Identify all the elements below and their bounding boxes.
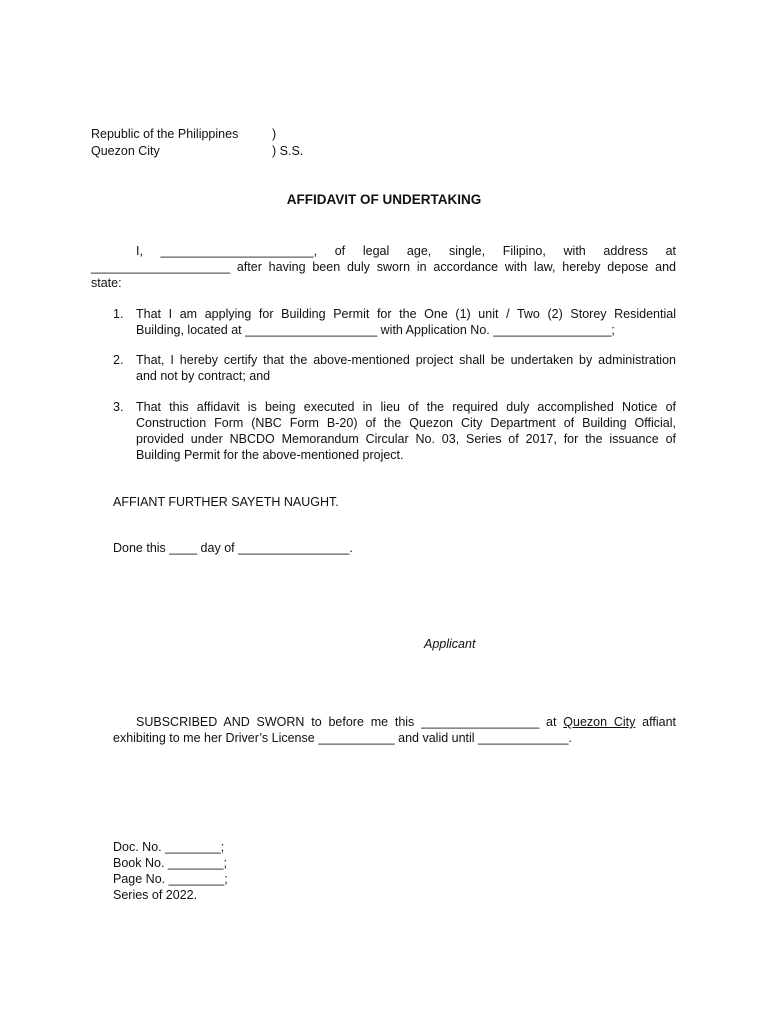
item-3-line-2: Construction Form (NBC Form B-20) of the Quezon City Department of Building Official, bbox=[136, 416, 676, 430]
item-3-line-1: That this affidavit is being executed in lieu of the required duly accomplished Notice of bbox=[136, 400, 676, 414]
intro-line-2: ____________________ after having been duly sworn in accordance with law, hereby depose and bbox=[91, 260, 676, 274]
item-3-line-4: Building Permit for the above-mentioned project. bbox=[136, 448, 404, 462]
venue-country: Republic of the Philippines bbox=[91, 127, 239, 141]
intro-line-3: state: bbox=[91, 276, 122, 290]
item-3-number: 3. bbox=[113, 400, 124, 414]
item-3-line-3: provided under NBCDO Memorandum Circular No. 03, Series of 2017, for the issuance of bbox=[136, 432, 676, 446]
item-2-number: 2. bbox=[113, 353, 124, 367]
venue-city: Quezon City bbox=[91, 144, 160, 158]
series-year: Series of 2022. bbox=[113, 888, 198, 902]
venue-ss: ) S.S. bbox=[272, 144, 304, 158]
doc-no: Doc. No. ________; bbox=[113, 840, 225, 854]
jurat-place: Quezon City bbox=[563, 715, 636, 729]
jurat-text-a: SUBSCRIBED AND SWORN to before me this _________________ at bbox=[136, 715, 564, 729]
item-2-line-1: That, I hereby certify that the above-mentioned project shall be undertaken by administration bbox=[136, 353, 676, 367]
item-2-line-2: and not by contract; and bbox=[136, 369, 271, 383]
item-1-line-1: That I am applying for Building Permit for the One (1) unit / Two (2) Storey Residential bbox=[136, 307, 676, 321]
jurat-line-2: exhibiting to me her Driver’s License ___________ and valid until _____________. bbox=[113, 731, 572, 745]
applicant-label: Applicant bbox=[424, 637, 476, 651]
jurat-text-b: affiant bbox=[635, 715, 677, 729]
item-1-number: 1. bbox=[113, 307, 124, 321]
page-no: Page No. ________; bbox=[113, 872, 228, 886]
jurat-line-1 bbox=[136, 714, 676, 730]
document-title: AFFIDAVIT OF UNDERTAKING bbox=[286, 192, 482, 207]
affiant-further-statement: AFFIANT FURTHER SAYETH NAUGHT. bbox=[113, 495, 339, 509]
intro-line-1: I, ______________________, of legal age, single, Filipino, with address at bbox=[136, 244, 676, 258]
done-this-line: Done this ____ day of ________________. bbox=[113, 541, 353, 555]
book-no: Book No. ________; bbox=[113, 856, 227, 870]
item-1-line-2: Building, located at ___________________ with Application No. _________________; bbox=[136, 323, 615, 337]
venue-paren: ) bbox=[272, 127, 277, 141]
